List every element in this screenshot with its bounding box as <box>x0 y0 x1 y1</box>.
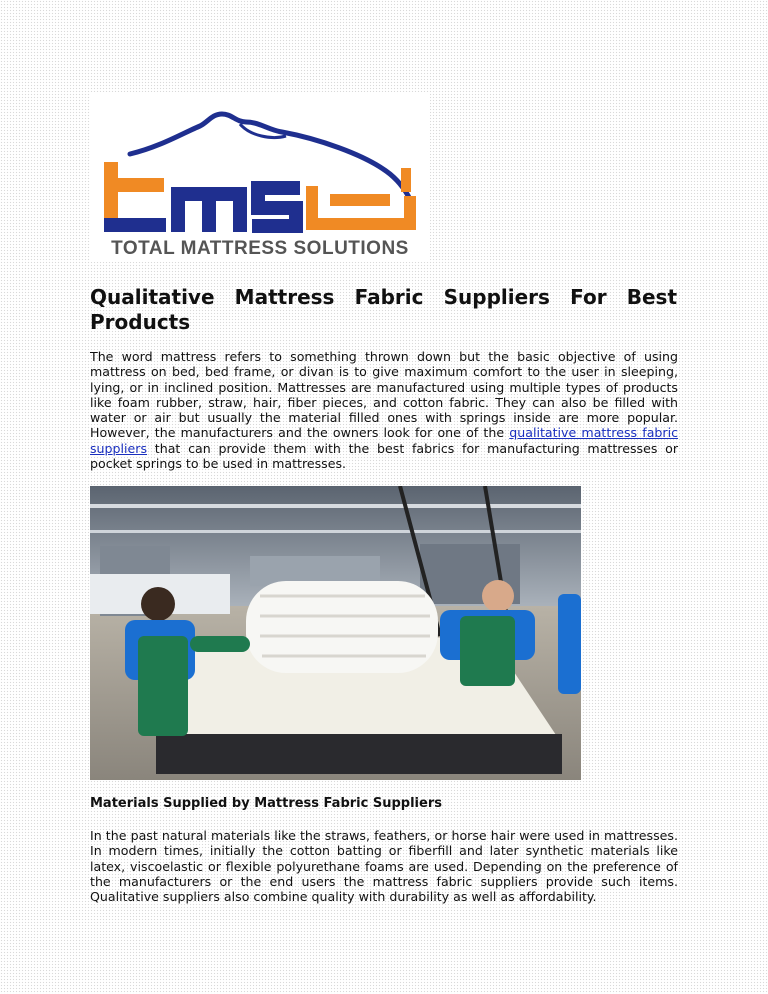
intro-text-before-link: The word mattress refers to something thrown down but the basic objective of using mattress on bed, bed frame, or divan is to give maximum comfort to the user in sleeping, lying, or in inclined position. Mattresses are manufactured using multiple types of products like foam rubber, straw, hair, fiber pieces, and cotton fabric. They can also be filled with water or air but usually the material filled ones with springs inside are more popular. However, the manufacturers and the owners look for one of the <box>90 349 678 441</box>
factory-photo <box>90 486 581 780</box>
ceiling-beam <box>90 530 581 533</box>
ceiling-beam <box>90 504 581 508</box>
mattress-border-fabric <box>156 734 562 774</box>
article-title <box>90 285 677 335</box>
worker-apron <box>460 616 515 686</box>
section-paragraph: In the past natural materials like the straws, feathers, or horse hair were used in mattresses. In modern times, initially the cotton batting or fiberfill and later synthetic materials like latex, viscoelastic or flexible polyurethane foams are used. Depending on the preference of the manufacturers or the end users the mattress fabric suppliers provide such items. Qualitative suppliers also combine quality with durability as well as affordability. <box>90 828 678 905</box>
worker-apron <box>138 636 188 736</box>
section-heading: Materials Supplied by Mattress Fabric Suppliers <box>90 796 442 811</box>
mattress-sleeper-logo-icon <box>90 92 430 262</box>
worker-head <box>482 580 514 612</box>
factory-scene-image <box>90 486 581 780</box>
article-title-line-1: Qualitative Mattress Fabric Suppliers For Best <box>90 285 677 309</box>
intro-paragraph <box>90 349 678 471</box>
intro-text-after-link: that can provide them with the best fabrics for manufacturing mattresses or pocket springs to be used in mattresses. <box>90 440 678 472</box>
article-title-line-2: Products <box>90 310 191 334</box>
logo-bed-shape <box>312 186 410 224</box>
logo-letter-s <box>252 188 300 226</box>
mattress-fabric-suppliers-link[interactable]: qualitative mattress fabric suppliers <box>90 425 679 456</box>
logo-letter-m <box>178 194 240 232</box>
company-logo <box>90 92 430 262</box>
worker-arm <box>190 636 250 652</box>
logo-tagline: TOTAL MATTRESS SOLUTIONS <box>111 238 409 259</box>
worker-head <box>141 587 175 621</box>
logo-bar-e-mid <box>104 178 164 192</box>
logo-bar-e-base <box>104 218 166 232</box>
worker-edge <box>558 594 581 694</box>
